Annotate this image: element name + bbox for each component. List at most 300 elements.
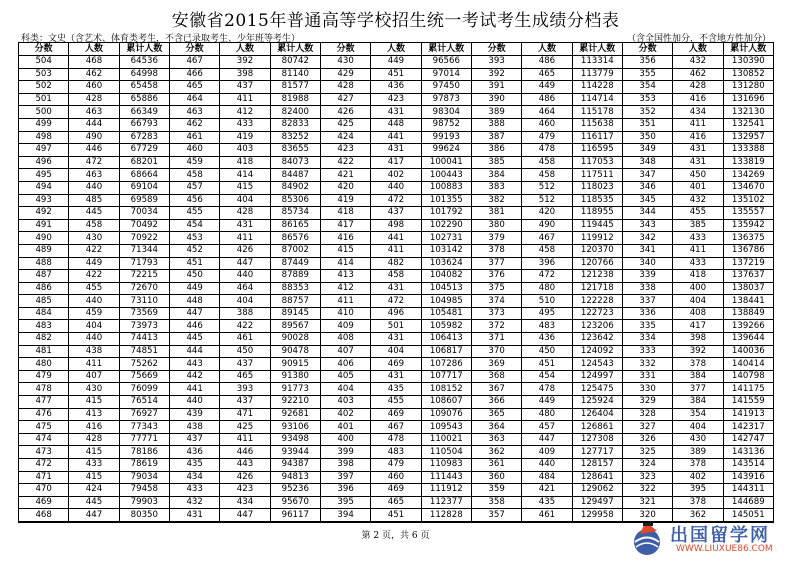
table-cell: 84902 (270, 181, 320, 194)
table-cell: 84487 (270, 169, 320, 182)
column-header: 人数 (673, 43, 723, 56)
table-cell: 77771 (119, 433, 169, 446)
table-cell: 489 (19, 244, 69, 257)
table-cell: 108152 (421, 383, 471, 396)
table-cell: 411 (673, 118, 723, 131)
table-cell: 335 (622, 320, 672, 333)
table-cell: 102290 (421, 219, 471, 232)
table-cell: 102731 (421, 232, 471, 245)
table-cell: 512 (522, 194, 572, 207)
table-cell: 140414 (723, 358, 773, 371)
table-cell: 469 (371, 408, 421, 421)
table-cell: 490 (69, 131, 119, 144)
table-cell: 125924 (572, 396, 622, 409)
table-cell: 409 (320, 320, 370, 333)
table-cell: 483 (522, 320, 572, 333)
table-cell: 458 (69, 219, 119, 232)
table-row (19, 194, 774, 207)
table-cell: 106817 (421, 345, 471, 358)
table-cell: 77343 (119, 421, 169, 434)
table-cell: 90028 (270, 333, 320, 346)
table-cell: 431 (673, 156, 723, 169)
table-cell: 384 (673, 396, 723, 409)
table-cell: 458 (371, 270, 421, 283)
table-cell: 391 (471, 81, 521, 94)
table-cell: 402 (371, 169, 421, 182)
table-row (19, 81, 774, 94)
table-cell: 435 (522, 496, 572, 509)
table-cell: 440 (69, 333, 119, 346)
table-cell: 454 (522, 370, 572, 383)
table-cell: 432 (673, 56, 723, 69)
table-cell: 92210 (270, 396, 320, 409)
table-cell: 424 (320, 131, 370, 144)
table-row (19, 383, 774, 396)
table-cell: 408 (320, 333, 370, 346)
table-row (19, 257, 774, 270)
column-header: 分数 (471, 43, 521, 56)
table-cell: 78186 (119, 446, 169, 459)
table-cell: 423 (320, 144, 370, 157)
table-cell: 68201 (119, 156, 169, 169)
table-cell: 421 (522, 484, 572, 497)
table-cell: 378 (673, 459, 723, 472)
table-cell: 502 (19, 81, 69, 94)
table-cell: 492 (19, 207, 69, 220)
table-cell: 70034 (119, 207, 169, 220)
column-header: 累计人数 (572, 43, 622, 56)
table-cell: 384 (673, 370, 723, 383)
table-cell: 100443 (421, 169, 471, 182)
table-cell: 121238 (572, 270, 622, 283)
table-cell: 400 (673, 282, 723, 295)
table-cell: 119445 (572, 219, 622, 232)
table-row (19, 181, 774, 194)
table-cell: 433 (69, 459, 119, 472)
table-cell: 69589 (119, 194, 169, 207)
table-cell: 137637 (723, 270, 773, 283)
table-cell: 437 (220, 396, 270, 409)
table-row (19, 68, 774, 81)
table-cell: 144311 (723, 484, 773, 497)
table-cell: 428 (673, 81, 723, 94)
watermark-logo (630, 521, 790, 559)
table-cell: 478 (522, 383, 572, 396)
table-cell: 503 (19, 68, 69, 81)
table-cell: 352 (622, 106, 672, 119)
table-cell: 428 (320, 81, 370, 94)
table-cell: 66793 (119, 118, 169, 131)
table-cell: 416 (673, 93, 723, 106)
table-cell: 133388 (723, 144, 773, 157)
table-cell: 425 (320, 118, 370, 131)
table-cell: 487 (19, 270, 69, 283)
table-cell: 466 (169, 68, 219, 81)
table-cell: 431 (371, 370, 421, 383)
table-cell: 349 (622, 144, 672, 157)
table-cell: 412 (220, 106, 270, 119)
table-cell: 512 (522, 181, 572, 194)
table-row (19, 118, 774, 131)
table-cell: 111443 (421, 471, 471, 484)
table-cell: 340 (622, 257, 672, 270)
table-cell: 414 (320, 257, 370, 270)
table-cell: 402 (320, 408, 370, 421)
table-cell: 327 (622, 421, 672, 434)
table-cell: 104513 (421, 282, 471, 295)
table-cell: 445 (169, 333, 219, 346)
table-cell: 128641 (572, 471, 622, 484)
table-cell: 389 (673, 446, 723, 459)
page-footer: 第 2 页，共 6 页 (361, 531, 430, 541)
table-cell: 103142 (421, 244, 471, 257)
table-cell: 115178 (572, 106, 622, 119)
table-cell: 80742 (270, 56, 320, 69)
table-cell: 431 (220, 219, 270, 232)
table-cell: 87889 (270, 270, 320, 283)
table-cell: 90915 (270, 358, 320, 371)
watermark-url: WWW.LIUXUE86.COM (676, 544, 773, 554)
table-cell: 419 (220, 131, 270, 144)
table-cell: 468 (69, 56, 119, 69)
table-cell: 463 (169, 106, 219, 119)
table-cell: 415 (69, 396, 119, 409)
table-cell: 449 (169, 282, 219, 295)
table-cell: 409 (522, 446, 572, 459)
table-cell: 118023 (572, 181, 622, 194)
table-cell: 111912 (421, 484, 471, 497)
table-cell: 476 (19, 408, 69, 421)
table-cell: 441 (169, 383, 219, 396)
table-cell: 441 (371, 131, 421, 144)
table-cell: 462 (169, 118, 219, 131)
table-cell: 113779 (572, 68, 622, 81)
table-cell: 438 (69, 345, 119, 358)
column-header: 累计人数 (723, 43, 773, 56)
table-cell: 488 (19, 257, 69, 270)
table-cell: 465 (169, 81, 219, 94)
table-cell: 74413 (119, 333, 169, 346)
table-cell: 329 (622, 396, 672, 409)
table-cell: 496 (19, 156, 69, 169)
table-cell: 138849 (723, 307, 773, 320)
table-cell: 134269 (723, 169, 773, 182)
table-cell: 88757 (270, 295, 320, 308)
table-cell: 127308 (572, 433, 622, 446)
table-cell: 324 (622, 459, 672, 472)
table-cell: 483 (19, 320, 69, 333)
table-cell: 482 (19, 333, 69, 346)
table-row (19, 282, 774, 295)
table-cell: 130852 (723, 68, 773, 81)
table-cell: 98752 (421, 118, 471, 131)
table-cell: 344 (622, 207, 672, 220)
bonus-note: （含全国性加分，不含地方性加分） (626, 34, 771, 44)
table-cell: 348 (622, 156, 672, 169)
table-cell: 127717 (572, 446, 622, 459)
table-cell: 481 (19, 345, 69, 358)
table-cell: 124092 (572, 345, 622, 358)
table-cell: 393 (471, 56, 521, 69)
table-cell: 415 (69, 446, 119, 459)
table-cell: 458 (522, 169, 572, 182)
table-cell: 95670 (270, 496, 320, 509)
table-cell: 121718 (572, 282, 622, 295)
table-cell: 411 (673, 244, 723, 257)
table-cell: 325 (622, 446, 672, 459)
table-cell: 64536 (119, 56, 169, 69)
globe-icon (630, 523, 666, 557)
table-cell: 65458 (119, 81, 169, 94)
table-cell: 419 (320, 194, 370, 207)
table-cell: 64998 (119, 68, 169, 81)
table-cell: 110983 (421, 459, 471, 472)
table-cell: 446 (69, 144, 119, 157)
table-cell: 410 (320, 307, 370, 320)
table-cell: 422 (69, 244, 119, 257)
table-cell: 458 (522, 244, 572, 257)
table-cell: 138441 (723, 295, 773, 308)
table-cell: 457 (169, 181, 219, 194)
table-cell: 378 (471, 244, 521, 257)
table-cell: 135102 (723, 194, 773, 207)
table-cell: 482 (371, 257, 421, 270)
table-row (19, 144, 774, 157)
table-cell: 94813 (270, 471, 320, 484)
table-cell: 465 (522, 68, 572, 81)
table-cell: 440 (69, 181, 119, 194)
table-cell: 418 (673, 270, 723, 283)
table-cell: 75669 (119, 370, 169, 383)
table-cell: 396 (522, 257, 572, 270)
table-cell: 456 (169, 194, 219, 207)
table-cell: 330 (622, 383, 672, 396)
table-cell: 441 (371, 232, 421, 245)
table-cell: 477 (19, 396, 69, 409)
table-cell: 432 (673, 194, 723, 207)
table-cell: 431 (371, 333, 421, 346)
table-cell: 412 (320, 282, 370, 295)
column-header: 分数 (169, 43, 219, 56)
table-cell: 97450 (421, 81, 471, 94)
table-cell: 83252 (270, 131, 320, 144)
table-cell: 467 (169, 56, 219, 69)
table-cell: 422 (69, 270, 119, 283)
table-cell: 398 (320, 459, 370, 472)
table-cell: 99193 (421, 131, 471, 144)
table-cell: 389 (471, 106, 521, 119)
table-cell: 454 (169, 219, 219, 232)
table-cell: 440 (169, 396, 219, 409)
table-cell: 498 (19, 131, 69, 144)
table-cell: 397 (320, 471, 370, 484)
table-cell: 377 (673, 383, 723, 396)
table-cell: 426 (220, 471, 270, 484)
table-cell: 433 (169, 484, 219, 497)
table-cell: 465 (220, 370, 270, 383)
table-cell: 65886 (119, 93, 169, 106)
table-cell: 138037 (723, 282, 773, 295)
table-cell: 417 (320, 219, 370, 232)
table-row (19, 106, 774, 119)
table-cell: 414 (220, 169, 270, 182)
table-cell: 420 (320, 181, 370, 194)
table-cell: 132541 (723, 118, 773, 131)
column-header: 累计人数 (421, 43, 471, 56)
table-cell: 346 (622, 181, 672, 194)
table-cell: 76099 (119, 383, 169, 396)
table-cell: 404 (220, 295, 270, 308)
table-cell: 72670 (119, 282, 169, 295)
table-cell: 357 (471, 509, 521, 522)
table-cell: 436 (371, 81, 421, 94)
table-cell: 440 (220, 270, 270, 283)
table-cell: 345 (622, 194, 672, 207)
table-cell: 448 (169, 295, 219, 308)
table-cell: 105481 (421, 307, 471, 320)
table-cell: 131280 (723, 81, 773, 94)
table-cell: 93944 (270, 446, 320, 459)
table-cell: 434 (220, 496, 270, 509)
table-body (19, 56, 774, 522)
column-header: 累计人数 (119, 43, 169, 56)
table-cell: 435 (371, 383, 421, 396)
table-cell: 392 (220, 56, 270, 69)
table-cell: 446 (220, 446, 270, 459)
column-header: 人数 (522, 43, 572, 56)
table-row (19, 244, 774, 257)
table-cell: 471 (19, 471, 69, 484)
table-cell: 90478 (270, 345, 320, 358)
table-cell: 368 (471, 370, 521, 383)
table-cell: 430 (69, 383, 119, 396)
table-cell: 363 (471, 433, 521, 446)
table-cell: 116117 (572, 131, 622, 144)
table-cell: 472 (371, 295, 421, 308)
table-cell: 86165 (270, 219, 320, 232)
table-cell: 428 (220, 207, 270, 220)
table-cell: 74851 (119, 345, 169, 358)
page-title: 安徽省2015年普通高等学校招生统一考试考生成绩分档表 (171, 11, 620, 31)
table-cell: 415 (320, 244, 370, 257)
table-cell: 125475 (572, 383, 622, 396)
table-cell: 120766 (572, 257, 622, 270)
table-cell: 141175 (723, 383, 773, 396)
table-cell: 355 (622, 68, 672, 81)
table-cell: 486 (19, 282, 69, 295)
table-row (19, 156, 774, 169)
table-cell: 444 (169, 345, 219, 358)
table-cell: 79458 (119, 484, 169, 497)
table-cell: 87002 (270, 244, 320, 257)
table-cell: 480 (522, 282, 572, 295)
table-cell: 464 (169, 93, 219, 106)
table-cell: 91773 (270, 383, 320, 396)
table-cell: 436 (522, 333, 572, 346)
table-cell: 474 (19, 433, 69, 446)
table-cell: 104985 (421, 295, 471, 308)
table-cell: 467 (371, 421, 421, 434)
table-cell: 372 (471, 320, 521, 333)
table-cell: 141559 (723, 396, 773, 409)
table-cell: 449 (69, 257, 119, 270)
table-cell: 411 (320, 295, 370, 308)
table-cell: 435 (169, 459, 219, 472)
table-cell: 97873 (421, 93, 471, 106)
table-row (19, 421, 774, 434)
table-cell: 392 (471, 68, 521, 81)
table-cell: 463 (69, 169, 119, 182)
table-cell: 108607 (421, 396, 471, 409)
table-cell: 500 (19, 106, 69, 119)
table-cell: 141913 (723, 408, 773, 421)
table-cell: 416 (69, 421, 119, 434)
table-cell: 116595 (572, 144, 622, 157)
table-cell: 375 (471, 282, 521, 295)
table-cell: 478 (19, 383, 69, 396)
table-cell: 386 (471, 144, 521, 157)
table-cell: 103624 (421, 257, 471, 270)
table-cell: 451 (371, 509, 421, 522)
table-cell: 434 (169, 471, 219, 484)
table-cell: 105982 (421, 320, 471, 333)
table-cell: 447 (169, 307, 219, 320)
table-cell: 126861 (572, 421, 622, 434)
table-cell: 117053 (572, 156, 622, 169)
table-cell: 447 (220, 509, 270, 522)
table-cell: 450 (522, 345, 572, 358)
table-cell: 401 (320, 421, 370, 434)
table-cell: 430 (673, 433, 723, 446)
table-cell: 417 (371, 156, 421, 169)
table-cell: 333 (622, 345, 672, 358)
table-cell: 378 (673, 496, 723, 509)
column-header: 累计人数 (270, 43, 320, 56)
table-cell: 416 (320, 232, 370, 245)
table-cell: 350 (622, 131, 672, 144)
table-cell: 510 (522, 295, 572, 308)
table-cell: 462 (673, 68, 723, 81)
table-row (19, 232, 774, 245)
table-cell: 497 (19, 144, 69, 157)
table-cell: 404 (371, 345, 421, 358)
table-cell: 97014 (421, 68, 471, 81)
table-cell: 336 (622, 307, 672, 320)
table-cell: 421 (320, 169, 370, 182)
table-cell: 96117 (270, 509, 320, 522)
table-row (19, 93, 774, 106)
table-cell: 394 (320, 509, 370, 522)
table-cell: 135942 (723, 219, 773, 232)
table-cell: 479 (522, 131, 572, 144)
table-cell: 76927 (119, 408, 169, 421)
table-cell: 400 (320, 433, 370, 446)
table-cell: 371 (471, 333, 521, 346)
table-cell: 365 (471, 408, 521, 421)
table-cell: 422 (220, 320, 270, 333)
table-cell: 504 (19, 56, 69, 69)
table-cell: 71793 (119, 257, 169, 270)
table-cell: 343 (622, 219, 672, 232)
table-cell: 426 (320, 106, 370, 119)
table-cell: 471 (220, 408, 270, 421)
table-row (19, 396, 774, 409)
table-cell: 428 (69, 433, 119, 446)
table-cell: 490 (19, 232, 69, 245)
table-cell: 115638 (572, 118, 622, 131)
table-cell: 485 (69, 194, 119, 207)
table-cell: 137219 (723, 257, 773, 270)
